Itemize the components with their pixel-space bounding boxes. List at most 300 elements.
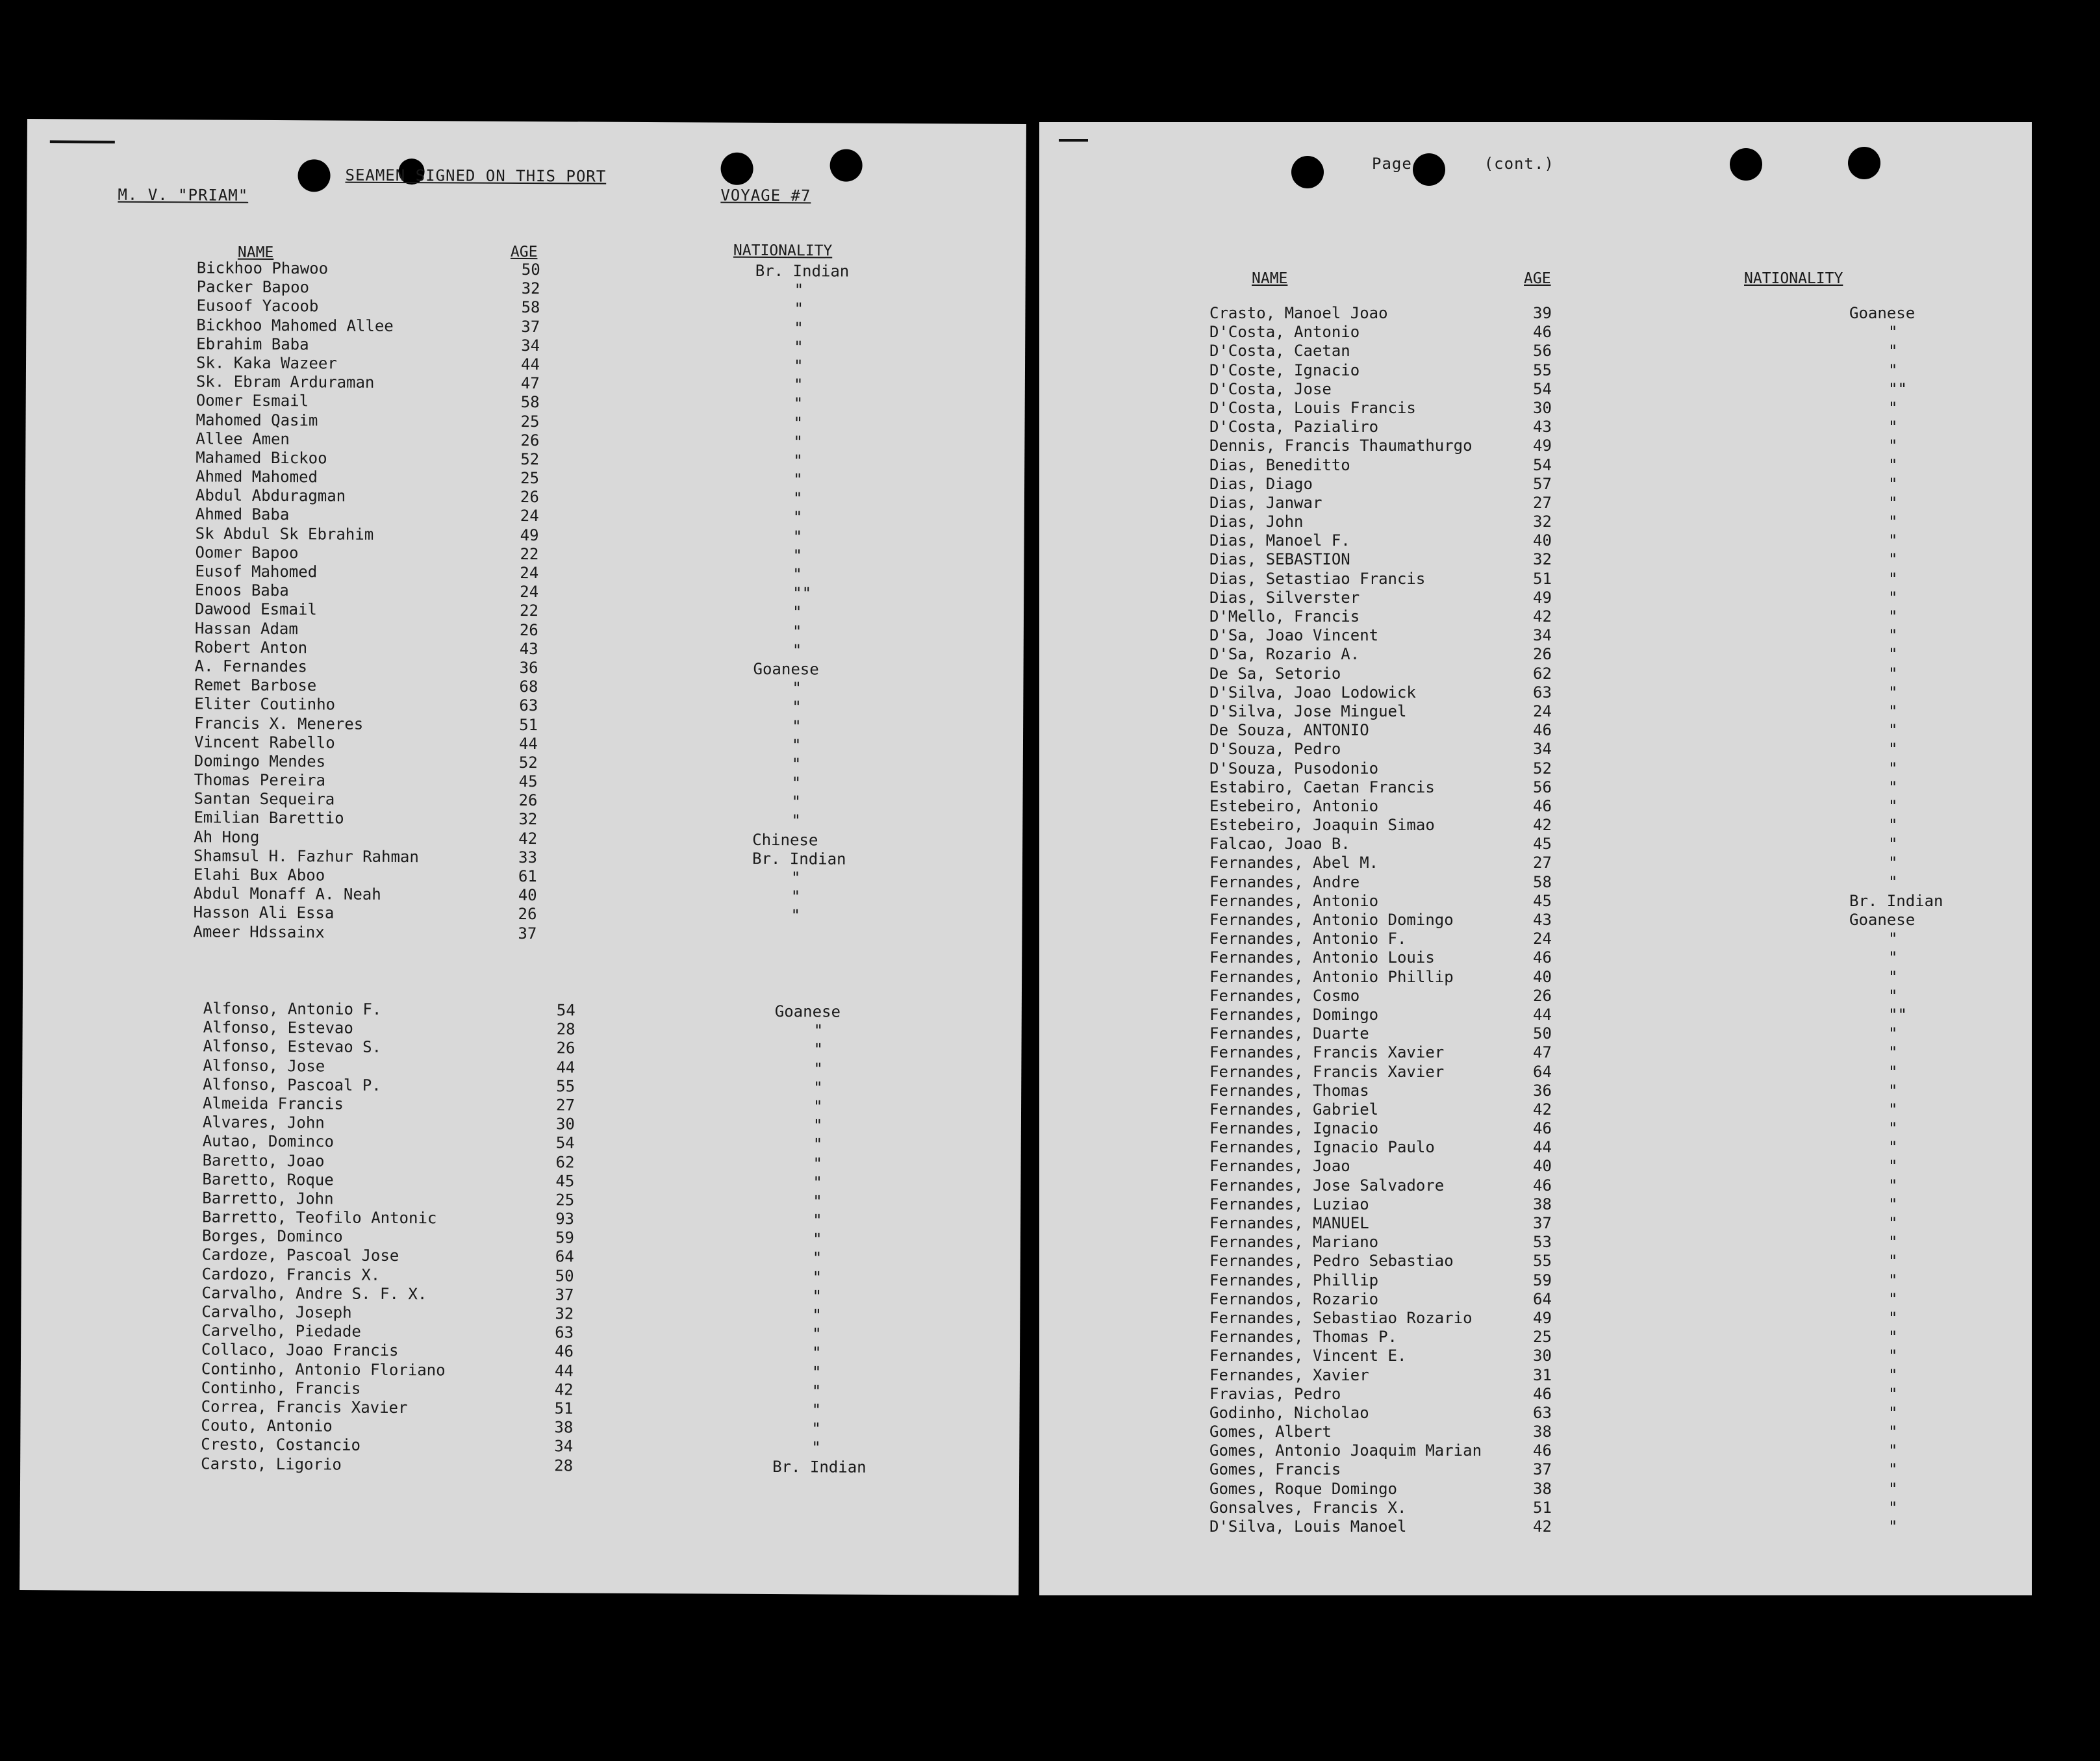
table-row bbox=[1209, 589, 1989, 607]
seaman-nationality: " bbox=[811, 1419, 821, 1438]
table-row bbox=[1209, 854, 1989, 872]
table-row bbox=[1209, 948, 1989, 967]
seaman-nationality: " bbox=[1888, 588, 1898, 607]
table-row bbox=[1209, 1441, 1989, 1460]
seaman-nationality: " bbox=[791, 735, 802, 754]
seaman-nationality: " bbox=[1888, 930, 1898, 948]
seaman-name: Fernandes, Vincent E. bbox=[1209, 1347, 1407, 1365]
seaman-nationality: " bbox=[1888, 550, 1898, 569]
seaman-nationality: " bbox=[792, 546, 803, 565]
seaman-nationality: " bbox=[791, 906, 801, 925]
seaman-nationality: " bbox=[1888, 418, 1898, 437]
seaman-name: Carsto, Ligorio bbox=[201, 1454, 342, 1474]
seaman-age: 63 bbox=[1533, 683, 1552, 702]
seaman-age: 49 bbox=[1533, 437, 1552, 455]
seaman-age: 51 bbox=[554, 1399, 574, 1418]
seaman-age: 47 bbox=[1533, 1043, 1552, 1062]
table-row bbox=[1209, 1157, 1989, 1176]
seaman-age: 40 bbox=[1533, 967, 1552, 986]
seaman-name: D'Costa, Jose bbox=[1209, 379, 1332, 398]
seaman-nationality: " bbox=[1888, 1062, 1898, 1081]
table-row bbox=[1209, 816, 1989, 835]
seaman-age: 56 bbox=[1533, 778, 1552, 796]
table-row bbox=[1209, 494, 1989, 513]
seaman-age: 25 bbox=[1533, 1328, 1552, 1347]
seaman-nationality: " bbox=[1888, 759, 1898, 778]
seaman-name: Almeida Francis bbox=[202, 1094, 344, 1113]
seaman-name: Shamsul H. Fazhur Rahman bbox=[193, 846, 419, 866]
seaman-age: 38 bbox=[554, 1418, 574, 1437]
seaman-name: D'Coste, Ignacio bbox=[1209, 361, 1360, 379]
seaman-nationality: " bbox=[1888, 778, 1898, 796]
seaman-name: Gonsalves, Francis X. bbox=[1209, 1498, 1407, 1517]
seaman-name: Baretto, Roque bbox=[202, 1170, 334, 1189]
seaman-nationality: " bbox=[813, 1173, 822, 1192]
seaman-nationality: "" bbox=[792, 584, 812, 603]
seaman-name: Dennis, Francis Thaumathurgo bbox=[1209, 437, 1473, 455]
seaman-nationality: " bbox=[1888, 1498, 1898, 1517]
seaman-nationality: " bbox=[1888, 361, 1898, 379]
seaman-age: 37 bbox=[518, 924, 537, 943]
seaman-name: Vincent Rabello bbox=[194, 733, 335, 752]
seaman-nationality: " bbox=[793, 451, 803, 470]
seaman-age: 44 bbox=[518, 734, 538, 753]
seaman-age: 30 bbox=[1533, 1347, 1552, 1365]
seaman-nationality: " bbox=[812, 1287, 822, 1306]
table-row bbox=[1209, 911, 1989, 930]
seaman-age: 64 bbox=[1533, 1062, 1552, 1081]
table-row bbox=[1209, 987, 1989, 1006]
seaman-name: Carvalho, Andre S. F. X. bbox=[201, 1284, 427, 1304]
left-page bbox=[19, 119, 1026, 1595]
table-row bbox=[1209, 835, 1989, 854]
seamen-list-group-2 bbox=[201, 999, 983, 1477]
seaman-age: 54 bbox=[556, 1001, 576, 1020]
seaman-age: 26 bbox=[520, 431, 540, 450]
seaman-nationality: " bbox=[792, 603, 802, 622]
seaman-name: Eliter Coutinho bbox=[194, 694, 336, 714]
table-row bbox=[1209, 1499, 1989, 1517]
seaman-age: 46 bbox=[1533, 1119, 1552, 1138]
seaman-nationality: " bbox=[792, 489, 803, 508]
seaman-nationality: " bbox=[813, 1097, 823, 1116]
seaman-name: D'Silva, Louis Manoel bbox=[1209, 1517, 1407, 1536]
table-row bbox=[1209, 1006, 1989, 1024]
seaman-nationality: " bbox=[813, 1116, 823, 1135]
table-row bbox=[1209, 778, 1989, 797]
seaman-nationality: " bbox=[1888, 816, 1898, 835]
seaman-nationality: Br. Indian bbox=[772, 1457, 867, 1476]
seaman-age: 42 bbox=[1533, 816, 1552, 835]
table-row bbox=[1209, 550, 1989, 569]
seaman-nationality: " bbox=[1888, 323, 1898, 342]
seaman-name: Dias, SEBASTION bbox=[1209, 550, 1350, 569]
seaman-age: 56 bbox=[1533, 342, 1552, 361]
seaman-name: Remet Barbose bbox=[194, 676, 317, 695]
table-row bbox=[1209, 626, 1989, 645]
seaman-nationality: " bbox=[1888, 1043, 1898, 1062]
table-row bbox=[1209, 1024, 1989, 1043]
seaman-name: D'Mello, Francis bbox=[1209, 607, 1360, 626]
seaman-age: 59 bbox=[555, 1228, 574, 1247]
seaman-name: Mahamed Bickoo bbox=[196, 448, 327, 468]
seaman-name: Domingo Mendes bbox=[194, 752, 326, 771]
punch-hole bbox=[720, 153, 753, 185]
seaman-nationality: " bbox=[1888, 1138, 1898, 1157]
seaman-name: Oomer Esmail bbox=[196, 391, 309, 411]
seaman-nationality: " bbox=[1888, 1365, 1898, 1384]
seaman-nationality: " bbox=[791, 868, 801, 887]
seaman-nationality: " bbox=[792, 622, 802, 640]
seaman-age: 45 bbox=[1533, 891, 1552, 910]
seaman-nationality: " bbox=[1888, 1423, 1898, 1441]
seaman-name: Sk. Kaka Wazeer bbox=[196, 353, 337, 373]
seaman-name: D'Sa, Rozario A. bbox=[1209, 645, 1360, 664]
seaman-nationality: " bbox=[1888, 342, 1898, 361]
seaman-age: 58 bbox=[521, 298, 540, 317]
seaman-nationality: " bbox=[1888, 683, 1898, 702]
seaman-name: Enoos Baba bbox=[195, 581, 289, 600]
seaman-nationality: " bbox=[811, 1400, 822, 1419]
table-row bbox=[1209, 930, 1989, 948]
seaman-nationality: " bbox=[1888, 1308, 1898, 1327]
table-row bbox=[1209, 1366, 1989, 1385]
seaman-age: 40 bbox=[1533, 1157, 1552, 1176]
seaman-age: 93 bbox=[555, 1210, 575, 1228]
seaman-age: 42 bbox=[518, 829, 538, 848]
seaman-age: 27 bbox=[1533, 854, 1552, 872]
seaman-nationality: " bbox=[791, 887, 801, 906]
seaman-nationality: " bbox=[794, 299, 804, 318]
seaman-name: Fernandes, MANUEL bbox=[1209, 1214, 1369, 1232]
seaman-nationality: " bbox=[792, 716, 802, 735]
seaman-nationality: " bbox=[1888, 455, 1898, 474]
table-row bbox=[1209, 1460, 1989, 1479]
seaman-age: 42 bbox=[1533, 1517, 1552, 1536]
seaman-nationality: Goanese bbox=[753, 659, 819, 679]
seaman-age: 58 bbox=[1533, 872, 1552, 891]
seaman-name: Santan Sequeira bbox=[194, 789, 335, 809]
seaman-name: Fernandes, Antonio Domingo bbox=[1209, 911, 1454, 929]
table-row bbox=[1209, 968, 1989, 987]
seaman-age: 44 bbox=[520, 355, 540, 374]
table-row bbox=[1209, 1271, 1989, 1290]
seaman-age: 33 bbox=[518, 848, 538, 867]
seaman-nationality: " bbox=[813, 1154, 823, 1172]
seaman-nationality: " bbox=[812, 1248, 822, 1267]
seaman-age: 25 bbox=[555, 1191, 575, 1210]
seaman-nationality: " bbox=[813, 1078, 823, 1097]
table-row bbox=[1209, 759, 1989, 778]
seaman-age: 37 bbox=[521, 317, 540, 336]
seaman-name: Abdul Abduragman bbox=[195, 486, 346, 505]
seaman-nationality: " bbox=[1888, 986, 1898, 1005]
seaman-name: Alfonso, Jose bbox=[203, 1056, 325, 1075]
seaman-age: 24 bbox=[520, 563, 539, 583]
seaman-nationality: Br. Indian bbox=[752, 849, 846, 868]
seaman-name: Barretto, John bbox=[202, 1189, 334, 1208]
seaman-name: Ah Hong bbox=[194, 827, 260, 846]
seaman-nationality: " bbox=[812, 1230, 822, 1248]
seaman-name: Dawood Esmail bbox=[194, 600, 317, 619]
seaman-age: 34 bbox=[1533, 740, 1552, 759]
table-row bbox=[201, 1454, 980, 1477]
seaman-nationality: " bbox=[794, 318, 803, 337]
seaman-nationality: " bbox=[812, 1306, 822, 1324]
table-row bbox=[1209, 1517, 1989, 1536]
seaman-age: 63 bbox=[555, 1323, 574, 1342]
seaman-name: Mahomed Qasim bbox=[196, 410, 318, 429]
seaman-nationality: " bbox=[1888, 1517, 1898, 1536]
table-row bbox=[1209, 399, 1989, 418]
table-row bbox=[1209, 1195, 1989, 1214]
seaman-age: 59 bbox=[1533, 1271, 1552, 1289]
seaman-age: 25 bbox=[520, 412, 540, 431]
seaman-age: 24 bbox=[520, 583, 539, 602]
punch-hole bbox=[830, 149, 863, 181]
seaman-name: Oomer Bapoo bbox=[195, 543, 299, 563]
seaman-name: Borges, Dominco bbox=[201, 1226, 343, 1246]
seaman-name: Autao, Dominco bbox=[202, 1132, 335, 1151]
seaman-nationality: " bbox=[1888, 1289, 1898, 1308]
seaman-age: 58 bbox=[520, 393, 540, 412]
seaman-nationality: " bbox=[1888, 740, 1898, 759]
seaman-age: 32 bbox=[521, 279, 540, 298]
seaman-nationality: " bbox=[793, 357, 803, 375]
seamen-list-group-1 bbox=[193, 259, 976, 945]
seaman-nationality: " bbox=[793, 413, 803, 432]
seaman-age: 40 bbox=[1533, 531, 1552, 550]
seaman-age: 50 bbox=[521, 260, 540, 279]
seaman-age: 54 bbox=[1533, 379, 1552, 398]
seaman-name: Dias, John bbox=[1209, 513, 1304, 531]
table-row bbox=[1209, 1328, 1989, 1347]
seaman-nationality: " bbox=[1888, 513, 1898, 531]
seaman-age: 27 bbox=[1533, 493, 1552, 512]
seaman-nationality: " bbox=[1888, 1176, 1898, 1195]
seaman-name: Crasto, Manoel Joao bbox=[1209, 304, 1388, 322]
seaman-age: 28 bbox=[554, 1456, 574, 1475]
table-row bbox=[1209, 1480, 1989, 1499]
seaman-name: Abdul Monaff A. Neah bbox=[193, 884, 381, 904]
seaman-nationality: " bbox=[1888, 1479, 1898, 1498]
column-header-name: NAME bbox=[1252, 270, 1288, 287]
seaman-nationality: " bbox=[1888, 1214, 1898, 1232]
seaman-nationality: " bbox=[1888, 967, 1898, 986]
seaman-age: 37 bbox=[1533, 1214, 1552, 1232]
seaman-name: Thomas Pereira bbox=[194, 770, 326, 790]
seaman-nationality: " bbox=[794, 281, 804, 299]
seaman-name: Bickhoo Phawoo bbox=[196, 259, 329, 278]
seaman-age: 32 bbox=[1533, 550, 1552, 569]
seaman-age: 38 bbox=[1533, 1423, 1552, 1441]
table-row bbox=[1209, 513, 1989, 531]
punch-hole bbox=[1291, 156, 1324, 188]
seaman-age: 55 bbox=[1533, 1252, 1552, 1271]
seaman-nationality: " bbox=[1888, 1460, 1898, 1479]
seaman-age: 43 bbox=[519, 639, 538, 658]
table-row bbox=[1209, 1290, 1989, 1309]
seaman-name: Fernandes, Abel M. bbox=[1209, 854, 1379, 872]
seaman-name: Fernandes, Mariano bbox=[1209, 1233, 1379, 1252]
column-header-nationality: NATIONALITY bbox=[1744, 270, 1843, 287]
seaman-age: 42 bbox=[554, 1380, 574, 1399]
seaman-name: Fernandes, Domingo bbox=[1209, 1005, 1379, 1024]
page-title: SEAMEN SIGNED ON THIS PORT bbox=[345, 166, 607, 186]
seaman-nationality: " bbox=[1888, 1081, 1898, 1100]
seaman-age: 32 bbox=[1533, 513, 1552, 531]
seaman-age: 46 bbox=[555, 1342, 574, 1361]
seaman-name: Fernandes, Andre bbox=[1209, 872, 1360, 891]
seaman-nationality: " bbox=[812, 1324, 822, 1343]
table-row bbox=[1209, 570, 1989, 589]
seaman-name: Fernandos, Rozario bbox=[1209, 1289, 1379, 1308]
seaman-name: Baretto, Joao bbox=[202, 1150, 325, 1170]
seaman-age: 52 bbox=[518, 753, 538, 772]
seaman-nationality: " bbox=[791, 755, 802, 774]
seaman-name: Fernandes, Gabriel bbox=[1209, 1100, 1379, 1119]
seaman-nationality: "" bbox=[1888, 379, 1907, 398]
seaman-age: 36 bbox=[1533, 1081, 1552, 1100]
seaman-name: Fernandes, Xavier bbox=[1209, 1365, 1369, 1384]
seaman-age: 55 bbox=[1533, 361, 1552, 379]
seaman-age: 38 bbox=[1533, 1195, 1552, 1213]
seaman-name: Dias, Manoel F. bbox=[1209, 531, 1350, 550]
page-header bbox=[1372, 155, 1554, 173]
seaman-nationality: " bbox=[1888, 493, 1898, 512]
seaman-nationality: " bbox=[813, 1040, 824, 1059]
table-row bbox=[1209, 1138, 1989, 1157]
seaman-age: 42 bbox=[1533, 607, 1552, 626]
seaman-name: Alfonso, Antonio F. bbox=[203, 999, 382, 1019]
seaman-age: 55 bbox=[556, 1077, 576, 1096]
seaman-age: 49 bbox=[520, 526, 539, 544]
seaman-nationality: " bbox=[1888, 1233, 1898, 1252]
seaman-nationality: " bbox=[1888, 1271, 1898, 1289]
ink-mark bbox=[50, 140, 115, 144]
seaman-nationality: " bbox=[811, 1438, 821, 1457]
seaman-name: Fernandes, Ignacio bbox=[1209, 1119, 1379, 1138]
table-row bbox=[1209, 1176, 1989, 1195]
seaman-nationality: " bbox=[813, 1211, 822, 1230]
seaman-name: Fernandes, Pedro Sebastiao bbox=[1209, 1252, 1454, 1271]
seaman-nationality: " bbox=[1888, 854, 1898, 872]
right-page bbox=[1039, 122, 2032, 1595]
seaman-name: Dias, Janwar bbox=[1209, 493, 1322, 512]
table-row bbox=[1209, 1404, 1989, 1423]
seaman-nationality: " bbox=[1888, 1100, 1898, 1119]
seaman-age: 68 bbox=[519, 678, 538, 696]
seaman-nationality: " bbox=[1888, 645, 1898, 664]
seaman-name: Gomes, Francis bbox=[1209, 1460, 1341, 1479]
seaman-nationality: " bbox=[1888, 607, 1898, 626]
table-row bbox=[1209, 1309, 1989, 1328]
column-header-nationality: NATIONALITY bbox=[733, 242, 833, 260]
seaman-nationality: " bbox=[793, 375, 803, 394]
seaman-name: Gomes, Antonio Joaquim Marian bbox=[1209, 1441, 1482, 1460]
seaman-age: 45 bbox=[518, 772, 538, 791]
seaman-age: 30 bbox=[1533, 398, 1552, 417]
seaman-name: Gomes, Roque Domingo bbox=[1209, 1479, 1397, 1498]
seaman-age: 44 bbox=[1533, 1138, 1552, 1157]
seaman-age: 42 bbox=[1533, 1100, 1552, 1119]
seaman-nationality: " bbox=[1888, 796, 1898, 815]
table-row bbox=[1209, 323, 1989, 342]
seaman-age: 44 bbox=[1533, 1005, 1552, 1024]
seaman-age: 30 bbox=[555, 1115, 575, 1134]
seaman-name: D'Sa, Joao Vincent bbox=[1209, 626, 1379, 645]
seaman-nationality: " bbox=[811, 1382, 822, 1400]
seaman-nationality: " bbox=[792, 527, 803, 546]
seaman-age: 46 bbox=[1533, 1384, 1552, 1403]
seaman-name: Robert Anton bbox=[194, 638, 308, 657]
seaman-age: 26 bbox=[1533, 986, 1552, 1005]
table-row bbox=[1209, 1082, 1989, 1100]
seaman-name: Fernandes, Thomas bbox=[1209, 1081, 1369, 1100]
seaman-age: 49 bbox=[1533, 588, 1552, 607]
table-row bbox=[1209, 645, 1989, 664]
seaman-age: 24 bbox=[520, 507, 539, 526]
seaman-age: 39 bbox=[1533, 304, 1552, 322]
seaman-name: Fernandes, Cosmo bbox=[1209, 986, 1360, 1005]
seaman-nationality: " bbox=[811, 1362, 822, 1381]
seaman-name: D'Costa, Louis Francis bbox=[1209, 398, 1416, 417]
seaman-nationality: Br. Indian bbox=[755, 261, 850, 281]
seaman-nationality: "" bbox=[1888, 1005, 1907, 1024]
seaman-nationality: Br. Indian bbox=[1849, 891, 1943, 910]
seaman-name: D'Costa, Pazialiro bbox=[1209, 418, 1379, 437]
seaman-age: 64 bbox=[555, 1247, 574, 1266]
seaman-age: 28 bbox=[556, 1020, 576, 1039]
seaman-nationality: " bbox=[1888, 569, 1898, 588]
table-row bbox=[1209, 456, 1989, 475]
seaman-age: 44 bbox=[556, 1058, 576, 1076]
column-header-name: NAME bbox=[237, 244, 274, 261]
table-row bbox=[1209, 665, 1989, 683]
voyage-number: VOYAGE #7 bbox=[720, 186, 811, 205]
seaman-nationality: " bbox=[1888, 1252, 1898, 1271]
seaman-name: De Souza, ANTONIO bbox=[1209, 721, 1369, 740]
seaman-name: Carvelho, Piedade bbox=[201, 1321, 361, 1341]
seaman-name: Fernandes, Antonio F. bbox=[1209, 930, 1407, 948]
seaman-name: A. Fernandes bbox=[194, 657, 308, 676]
seaman-name: Alfonso, Pascoal P. bbox=[203, 1075, 381, 1095]
seaman-nationality: " bbox=[1888, 872, 1898, 891]
seaman-nationality: " bbox=[792, 640, 802, 660]
seaman-age: 24 bbox=[1533, 930, 1552, 948]
seaman-name: Dias, Silverster bbox=[1209, 588, 1360, 607]
seaman-age: 25 bbox=[520, 469, 540, 488]
seaman-name: Packer Bapoo bbox=[196, 277, 310, 297]
seaman-age: 26 bbox=[556, 1039, 576, 1058]
seaman-nationality: " bbox=[1888, 948, 1898, 967]
seaman-name: Alvares, John bbox=[202, 1113, 325, 1132]
seaman-nationality: " bbox=[1888, 1441, 1898, 1460]
seaman-age: 43 bbox=[1533, 418, 1552, 437]
seaman-name: Eusoof Yacoob bbox=[196, 296, 319, 316]
seaman-name: Elahi Bux Aboo bbox=[193, 865, 325, 885]
table-row bbox=[1209, 1385, 1989, 1404]
table-row bbox=[1209, 531, 1989, 550]
table-row bbox=[1209, 892, 1989, 911]
seaman-age: 51 bbox=[1533, 569, 1552, 588]
seaman-nationality: Goanese bbox=[1849, 304, 1916, 322]
table-row bbox=[1209, 1063, 1989, 1082]
seaman-name: Continho, Francis bbox=[201, 1378, 361, 1398]
table-row bbox=[1209, 1100, 1989, 1119]
table-row bbox=[1209, 361, 1989, 380]
seaman-nationality: " bbox=[1888, 1195, 1898, 1213]
